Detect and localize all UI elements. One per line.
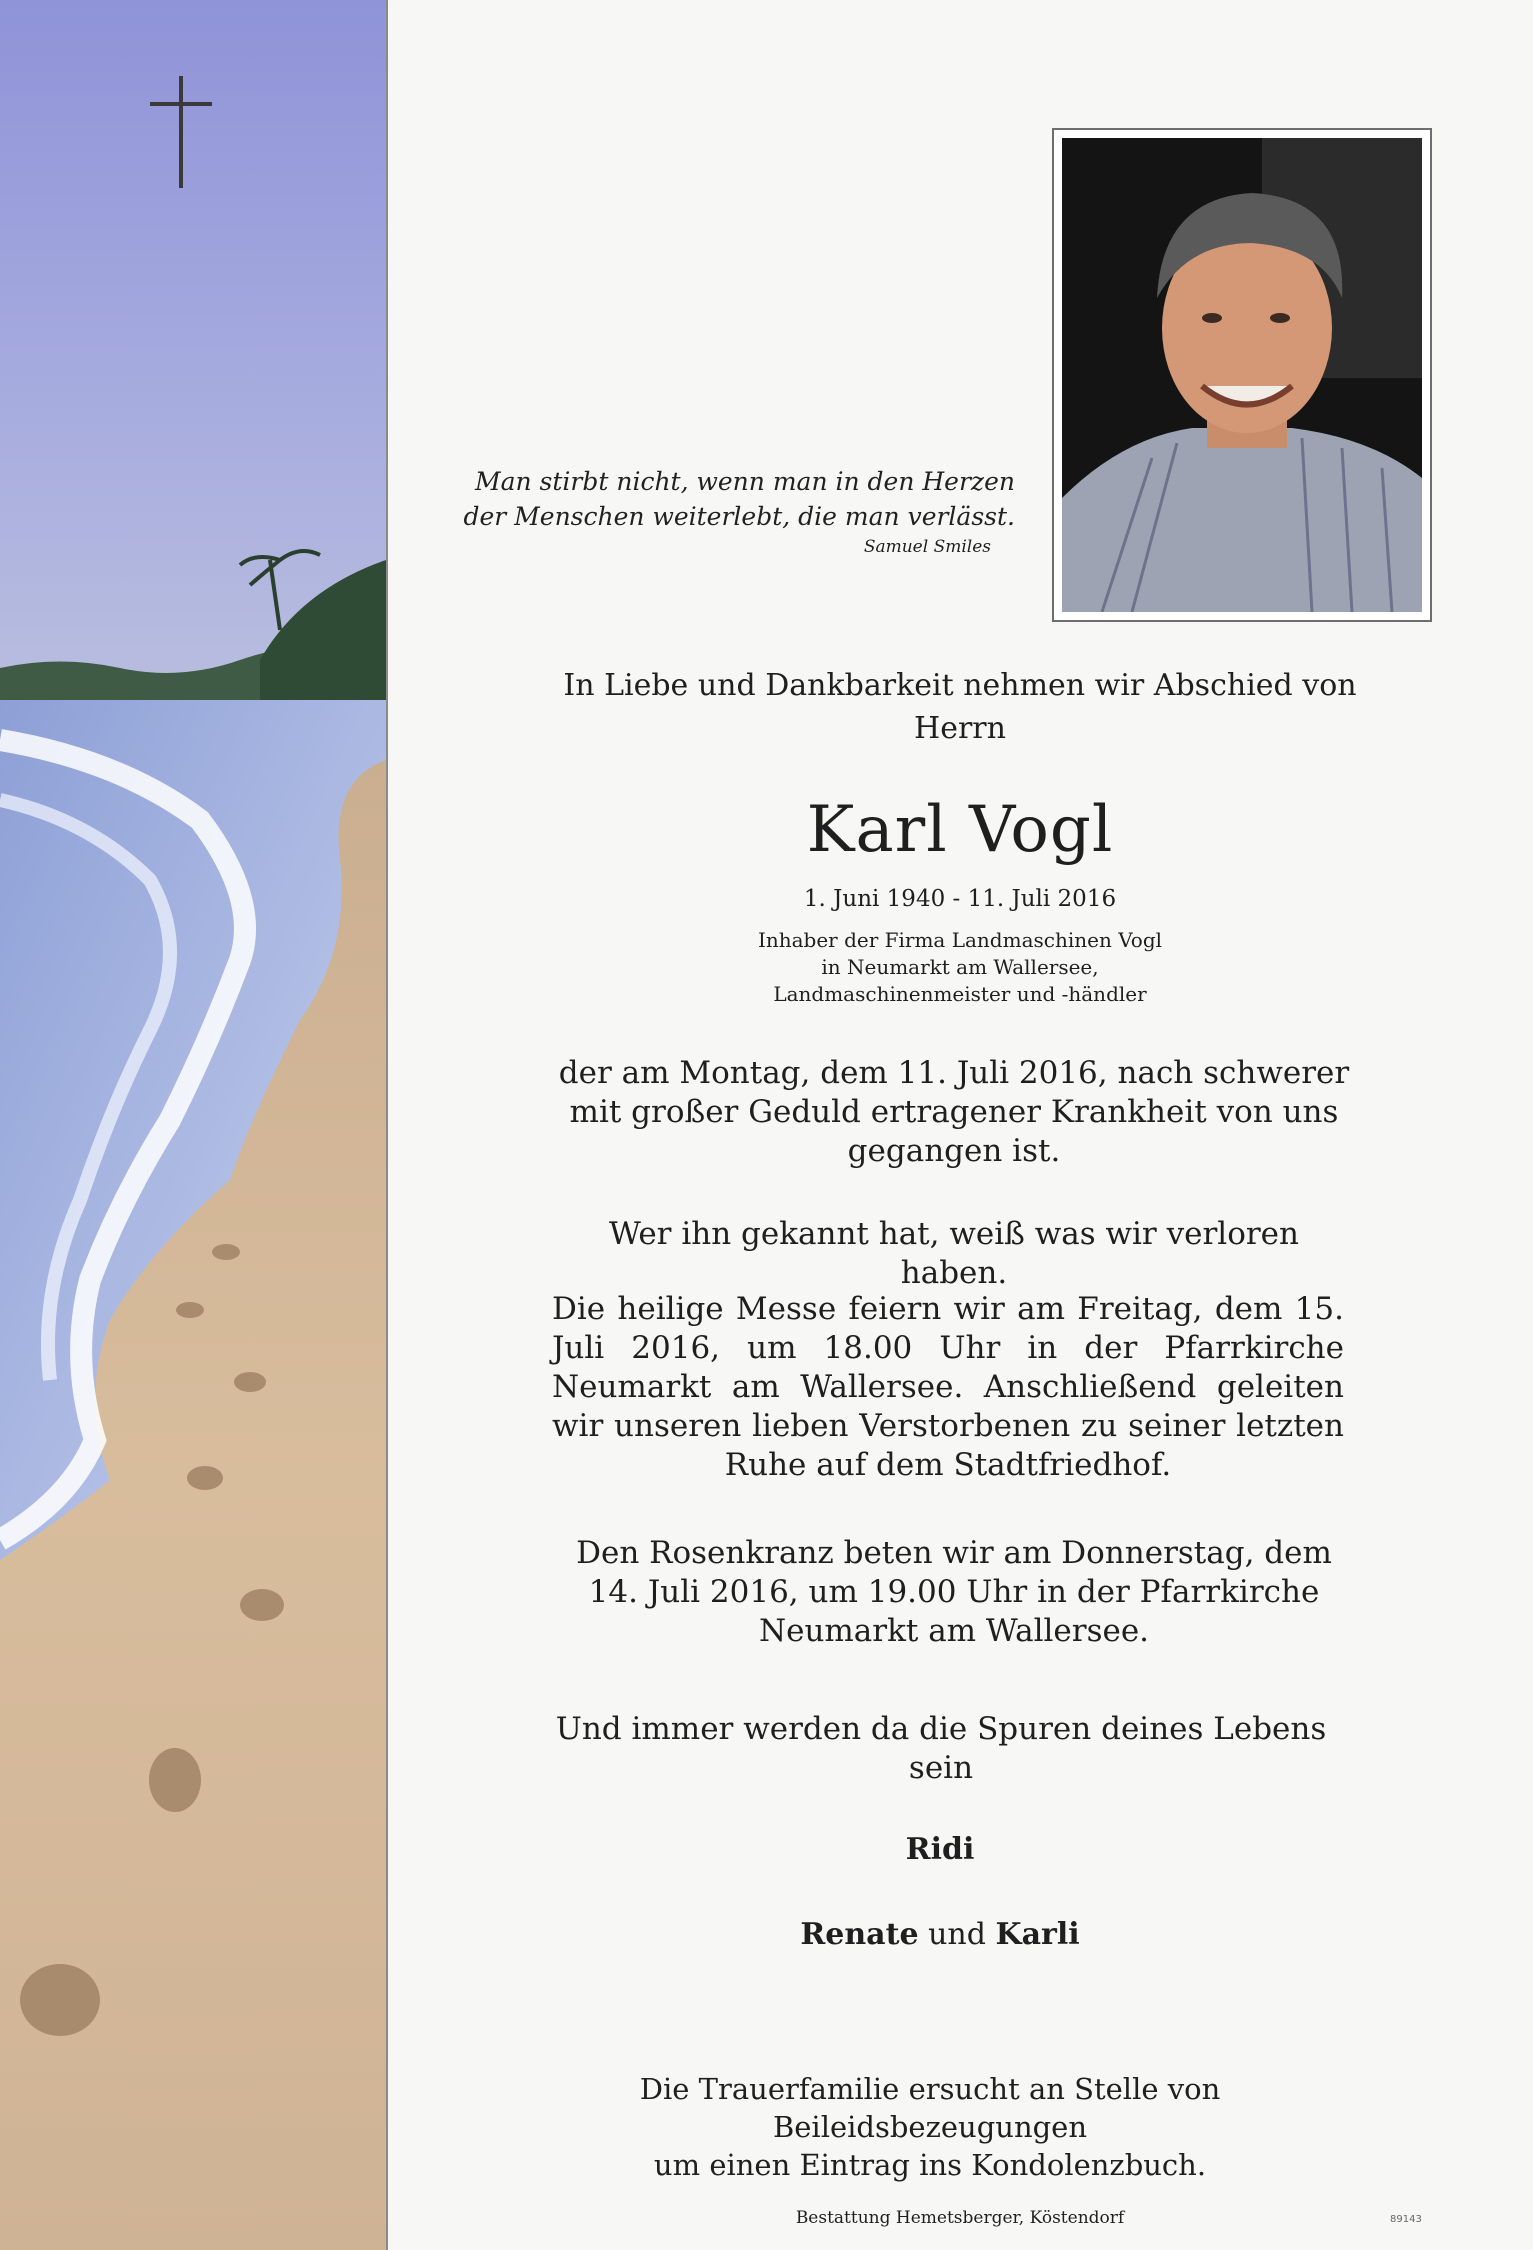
rosary-paragraph: Den Rosenkranz beten wir am Donnerstag, dem 14. Juli 2016, um 19.00 Uhr in der Pfarrkirche Neumarkt am Wallersee. — [576, 1535, 1332, 1649]
deceased-name: Karl Vogl — [806, 793, 1114, 867]
signature-name: Karli — [995, 1917, 1080, 1952]
signature-conjunction: und — [928, 1917, 986, 1952]
closing-note — [480, 2070, 1380, 2184]
portrait-photo — [1052, 128, 1432, 622]
deceased-role — [640, 927, 1280, 1008]
signature-second — [700, 1915, 1180, 1955]
death-paragraph: der am Montag, dem 11. Juli 2016, nach schwerer mit großer Geduld ertragener Krankheit von uns gegangen ist. — [558, 1055, 1350, 1169]
beach-image — [0, 0, 388, 2250]
traces-paragraph: Und immer werden da die Spuren deines Lebens sein — [555, 1711, 1327, 1786]
quote-line: der Menschen weiterlebt, die man verlässt. — [463, 502, 1015, 531]
signature-first: Ridi — [905, 1832, 975, 1867]
mass-paragraph: Die heilige Messe feiern wir am Freitag, dem 15. Juli 2016, um 18.00 Uhr in der Pfarrkirche Neumarkt am Wallersee. Anschließend geleiten wir unseren lieben Verstorbenen zu seiner letzten Ruhe auf dem Stadtfriedhof. — [552, 1291, 1344, 1483]
closing-line: Die Trauerfamilie ersucht an Stelle von Beileidsbezeugungen — [639, 2072, 1221, 2144]
signature-name: Renate — [800, 1917, 919, 1952]
undertaker-footer: Bestattung Hemetsberger, Köstendorf — [795, 2208, 1125, 2228]
role-line: Landmaschinenmeister und -händler — [773, 982, 1147, 1006]
role-line: Inhaber der Firma Landmaschinen Vogl — [757, 928, 1163, 952]
intro-line: In Liebe und Dankbarkeit nehmen wir Abschied von — [563, 668, 1357, 703]
memory-paragraph: Wer ihn gekannt hat, weiß was wir verloren haben. — [608, 1216, 1299, 1291]
print-code: 89143 — [1390, 2214, 1422, 2225]
intro-text — [540, 664, 1380, 750]
life-dates: 1. Juni 1940 - 11. Juli 2016 — [803, 886, 1117, 912]
role-line: in Neumarkt am Wallersee, — [821, 955, 1099, 979]
quote-author: Samuel Smiles — [863, 537, 991, 557]
cross-icon — [150, 76, 212, 188]
closing-line: um einen Eintrag ins Kondolenzbuch. — [653, 2148, 1207, 2182]
intro-line: Herrn — [914, 711, 1006, 746]
quote — [460, 464, 1015, 560]
quote-line: Man stirbt nicht, wenn man in den Herzen — [474, 467, 1015, 496]
